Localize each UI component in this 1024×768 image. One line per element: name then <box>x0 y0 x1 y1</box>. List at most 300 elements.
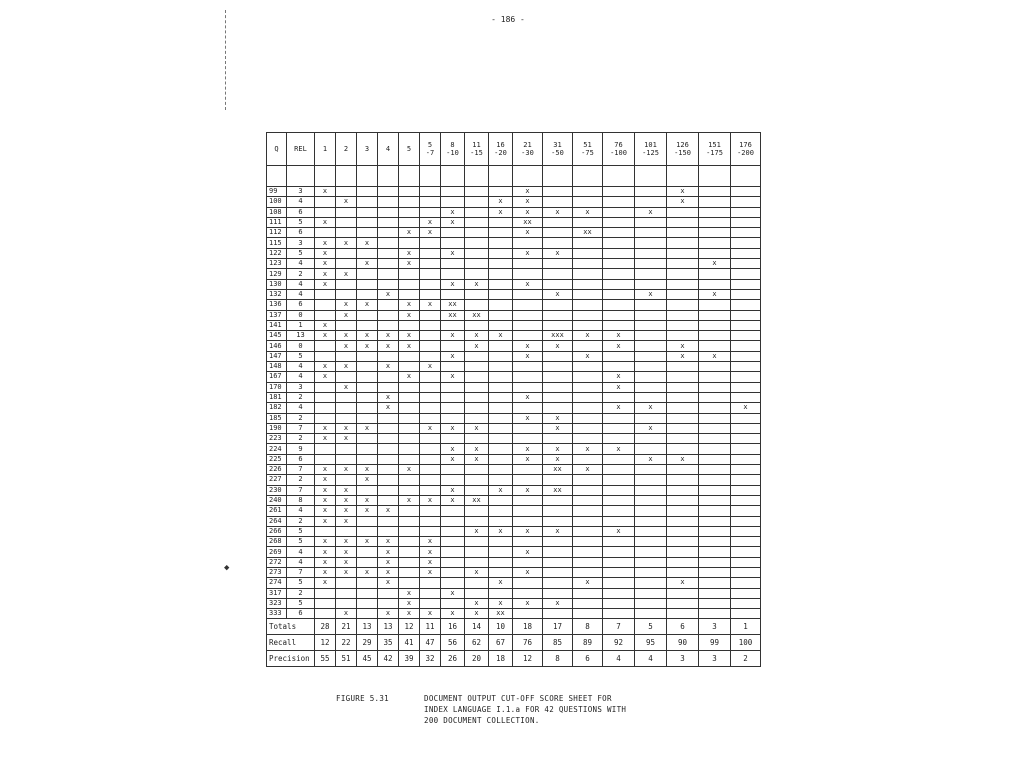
score-cell <box>699 557 731 567</box>
score-cell <box>336 403 357 413</box>
score-cell: x <box>441 588 465 598</box>
score-cell: x <box>357 567 378 577</box>
score-cell <box>441 238 465 248</box>
table-row <box>267 351 761 361</box>
score-cell <box>378 207 399 217</box>
score-cell <box>667 506 699 516</box>
spacer-cell <box>635 166 667 187</box>
score-cell <box>573 516 603 526</box>
score-cell <box>667 609 699 619</box>
score-cell <box>315 454 336 464</box>
score-cell <box>731 259 761 269</box>
score-cell <box>573 547 603 557</box>
table-row <box>267 217 761 227</box>
sheet-body <box>267 166 761 667</box>
score-cell <box>399 454 420 464</box>
score-cell <box>513 465 543 475</box>
score-cell <box>420 279 441 289</box>
score-cell <box>635 516 667 526</box>
score-cell <box>420 444 441 454</box>
score-cell <box>513 506 543 516</box>
score-cell: x <box>667 454 699 464</box>
score-cell <box>543 557 573 567</box>
score-cell <box>543 351 573 361</box>
score-cell <box>489 279 513 289</box>
summary-label: Totals <box>267 619 315 635</box>
score-cell: x <box>513 413 543 423</box>
score-cell <box>635 598 667 608</box>
score-cell <box>603 475 635 485</box>
score-cell: x <box>378 341 399 351</box>
table-row <box>267 557 761 567</box>
score-cell: x <box>603 382 635 392</box>
table-row <box>267 454 761 464</box>
score-cell <box>399 197 420 207</box>
score-cell: x <box>420 537 441 547</box>
score-cell <box>731 217 761 227</box>
score-cell <box>465 228 489 238</box>
score-cell: x <box>489 578 513 588</box>
score-cell <box>336 598 357 608</box>
score-cell <box>357 609 378 619</box>
relevant-count-cell: 4 <box>287 557 315 567</box>
score-cell: x <box>357 465 378 475</box>
score-cell <box>378 475 399 485</box>
score-cell <box>667 238 699 248</box>
score-cell <box>441 197 465 207</box>
score-cell <box>465 351 489 361</box>
score-cell <box>336 228 357 238</box>
question-cell: 132 <box>267 289 287 299</box>
relevant-count-cell: 8 <box>287 495 315 505</box>
score-cell <box>357 197 378 207</box>
score-cell <box>513 320 543 330</box>
score-cell <box>378 197 399 207</box>
table-row <box>267 331 761 341</box>
score-cell <box>573 588 603 598</box>
score-cell <box>441 403 465 413</box>
score-cell <box>420 392 441 402</box>
score-cell <box>699 372 731 382</box>
score-cell: x <box>336 557 357 567</box>
table-row <box>267 578 761 588</box>
score-cell <box>357 485 378 495</box>
score-cell <box>336 248 357 258</box>
score-cell <box>489 187 513 197</box>
score-cell: x <box>315 485 336 495</box>
score-cell <box>731 567 761 577</box>
score-cell <box>513 238 543 248</box>
score-cell <box>420 598 441 608</box>
spacer-cell <box>441 166 465 187</box>
score-cell <box>573 567 603 577</box>
score-cell <box>441 413 465 423</box>
score-cell <box>667 485 699 495</box>
score-cell <box>513 269 543 279</box>
column-header: 76 -100 <box>603 133 635 166</box>
score-cell <box>315 403 336 413</box>
score-cell <box>731 495 761 505</box>
score-cell: x <box>513 341 543 351</box>
score-cell: x <box>635 207 667 217</box>
score-cell: x <box>315 238 336 248</box>
relevant-count-cell: 4 <box>287 506 315 516</box>
score-cell <box>399 434 420 444</box>
score-cell: x <box>513 485 543 495</box>
score-cell: x <box>336 516 357 526</box>
score-cell <box>465 516 489 526</box>
score-cell: x <box>315 537 336 547</box>
summary-value: 6 <box>667 619 699 635</box>
summary-value: 8 <box>543 651 573 667</box>
question-cell: 264 <box>267 516 287 526</box>
score-cell: x <box>336 537 357 547</box>
table-row <box>267 413 761 423</box>
score-cell <box>513 557 543 567</box>
summary-value: 1 <box>731 619 761 635</box>
score-cell <box>399 207 420 217</box>
score-cell <box>731 434 761 444</box>
score-cell <box>465 217 489 227</box>
score-cell <box>513 609 543 619</box>
score-cell <box>378 598 399 608</box>
spacer-cell <box>667 166 699 187</box>
score-cell <box>357 454 378 464</box>
score-cell <box>667 331 699 341</box>
score-cell <box>731 526 761 536</box>
score-cell: x <box>543 248 573 258</box>
relevant-count-cell: 2 <box>287 475 315 485</box>
score-cell: x <box>420 495 441 505</box>
score-cell: x <box>441 217 465 227</box>
score-cell <box>731 465 761 475</box>
score-cell <box>399 289 420 299</box>
table-row <box>267 609 761 619</box>
score-cell <box>378 238 399 248</box>
score-cell <box>420 434 441 444</box>
score-cell <box>336 320 357 330</box>
question-cell: 273 <box>267 567 287 577</box>
score-cell <box>513 537 543 547</box>
score-cell <box>667 217 699 227</box>
score-cell <box>603 320 635 330</box>
score-cell: x <box>603 372 635 382</box>
score-cell <box>420 259 441 269</box>
score-cell <box>489 372 513 382</box>
score-cell <box>336 279 357 289</box>
score-cell <box>378 248 399 258</box>
score-cell <box>357 217 378 227</box>
score-cell: x <box>420 228 441 238</box>
score-cell <box>513 403 543 413</box>
score-cell <box>667 382 699 392</box>
question-cell: 170 <box>267 382 287 392</box>
score-cell <box>378 228 399 238</box>
score-cell <box>699 228 731 238</box>
score-cell <box>573 495 603 505</box>
score-cell: x <box>441 485 465 495</box>
header-row <box>267 133 761 166</box>
score-cell <box>489 248 513 258</box>
summary-value: 3 <box>667 651 699 667</box>
score-cell: x <box>399 598 420 608</box>
score-cell <box>465 403 489 413</box>
score-cell <box>543 516 573 526</box>
score-cell <box>399 279 420 289</box>
relevant-count-cell: 5 <box>287 537 315 547</box>
score-cell <box>573 526 603 536</box>
score-cell <box>543 578 573 588</box>
score-cell <box>699 465 731 475</box>
question-cell: 269 <box>267 547 287 557</box>
score-cell: x <box>667 187 699 197</box>
table-row <box>267 465 761 475</box>
score-cell <box>573 475 603 485</box>
score-cell <box>667 423 699 433</box>
score-cell <box>441 578 465 588</box>
score-cell <box>635 434 667 444</box>
score-cell <box>489 567 513 577</box>
score-cell: x <box>635 289 667 299</box>
score-cell <box>357 578 378 588</box>
score-cell <box>420 207 441 217</box>
score-cell <box>635 578 667 588</box>
score-cell <box>336 588 357 598</box>
score-cell <box>635 259 667 269</box>
score-cell <box>441 434 465 444</box>
score-cell <box>731 331 761 341</box>
summary-value: 4 <box>603 651 635 667</box>
score-cell: x <box>336 331 357 341</box>
score-cell <box>667 372 699 382</box>
score-cell <box>399 526 420 536</box>
summary-value: 47 <box>420 635 441 651</box>
summary-value: 16 <box>441 619 465 635</box>
score-cell: x <box>315 547 336 557</box>
score-cell: x <box>635 423 667 433</box>
score-cell: x <box>667 351 699 361</box>
score-cell <box>731 248 761 258</box>
score-cell <box>603 362 635 372</box>
score-cell <box>441 547 465 557</box>
relevant-count-cell: 13 <box>287 331 315 341</box>
score-cell: x <box>378 609 399 619</box>
score-cell <box>543 382 573 392</box>
score-cell <box>543 475 573 485</box>
score-cell <box>543 300 573 310</box>
score-cell <box>635 228 667 238</box>
score-cell: x <box>336 547 357 557</box>
question-cell: 108 <box>267 207 287 217</box>
score-cell <box>441 598 465 608</box>
score-cell: x <box>399 341 420 351</box>
question-cell: 100 <box>267 197 287 207</box>
score-cell <box>441 187 465 197</box>
relevant-count-cell: 2 <box>287 269 315 279</box>
score-cell <box>667 259 699 269</box>
score-cell <box>420 289 441 299</box>
question-cell: 317 <box>267 588 287 598</box>
score-cell <box>731 392 761 402</box>
score-cell: x <box>378 537 399 547</box>
score-cell <box>357 516 378 526</box>
score-cell: x <box>378 331 399 341</box>
score-cell <box>513 372 543 382</box>
score-cell <box>378 279 399 289</box>
score-cell: x <box>699 351 731 361</box>
score-cell <box>420 465 441 475</box>
score-cell <box>489 269 513 279</box>
score-cell <box>699 187 731 197</box>
question-cell: 123 <box>267 259 287 269</box>
score-cell <box>699 238 731 248</box>
score-cell <box>357 228 378 238</box>
score-cell <box>378 444 399 454</box>
score-cell <box>489 475 513 485</box>
score-cell <box>336 351 357 361</box>
spacer-cell <box>513 166 543 187</box>
score-cell <box>399 506 420 516</box>
question-cell: 224 <box>267 444 287 454</box>
score-cell <box>667 465 699 475</box>
score-cell: xx <box>543 465 573 475</box>
score-cell <box>378 217 399 227</box>
score-cell <box>465 362 489 372</box>
score-cell <box>357 588 378 598</box>
score-cell <box>635 217 667 227</box>
score-cell <box>635 537 667 547</box>
question-cell: 136 <box>267 300 287 310</box>
relevant-count-cell: 5 <box>287 248 315 258</box>
score-cell: x <box>543 289 573 299</box>
table-row <box>267 475 761 485</box>
figure-label: FIGURE 5.31 <box>336 694 389 703</box>
score-cell <box>489 403 513 413</box>
relevant-count-cell: 4 <box>287 259 315 269</box>
score-cell <box>465 238 489 248</box>
score-cell <box>465 434 489 444</box>
score-cell <box>635 197 667 207</box>
score-cell: x <box>573 207 603 217</box>
relevant-count-cell: 2 <box>287 588 315 598</box>
score-cell <box>699 341 731 351</box>
score-cell <box>465 187 489 197</box>
summary-value: 14 <box>465 619 489 635</box>
score-cell <box>699 598 731 608</box>
score-cell <box>635 248 667 258</box>
score-cell <box>573 506 603 516</box>
score-cell <box>513 588 543 598</box>
score-cell <box>357 413 378 423</box>
score-cell <box>420 485 441 495</box>
summary-value: 99 <box>699 635 731 651</box>
score-cell <box>399 362 420 372</box>
score-cell <box>667 228 699 238</box>
summary-value: 13 <box>378 619 399 635</box>
score-cell: x <box>465 331 489 341</box>
score-cell <box>315 207 336 217</box>
score-cell <box>667 444 699 454</box>
score-cell: x <box>399 609 420 619</box>
relevant-count-cell: 3 <box>287 187 315 197</box>
score-cell: x <box>489 485 513 495</box>
summary-value: 67 <box>489 635 513 651</box>
question-cell: 274 <box>267 578 287 588</box>
score-cell: xx <box>441 310 465 320</box>
score-cell: x <box>399 495 420 505</box>
score-cell <box>465 320 489 330</box>
score-cell: x <box>336 609 357 619</box>
score-cell: x <box>513 248 543 258</box>
score-cell <box>465 289 489 299</box>
score-cell <box>699 516 731 526</box>
relevant-count-cell: 4 <box>287 197 315 207</box>
question-cell: 227 <box>267 475 287 485</box>
cut-off-score-sheet <box>266 132 761 667</box>
score-cell <box>489 310 513 320</box>
score-cell <box>465 300 489 310</box>
score-cell <box>573 279 603 289</box>
score-cell <box>603 310 635 320</box>
score-cell <box>378 516 399 526</box>
score-cell <box>603 495 635 505</box>
score-cell <box>378 423 399 433</box>
score-cell: x <box>315 495 336 505</box>
relevant-count-cell: 3 <box>287 238 315 248</box>
score-cell <box>357 403 378 413</box>
question-cell: 272 <box>267 557 287 567</box>
question-cell: 226 <box>267 465 287 475</box>
score-cell <box>315 310 336 320</box>
summary-value: 56 <box>441 635 465 651</box>
score-cell: x <box>315 516 336 526</box>
score-cell <box>465 269 489 279</box>
score-cell <box>573 238 603 248</box>
score-cell: x <box>378 289 399 299</box>
score-cell <box>441 320 465 330</box>
score-cell <box>441 475 465 485</box>
score-cell <box>399 537 420 547</box>
score-cell <box>378 351 399 361</box>
score-cell <box>699 217 731 227</box>
column-header: 101 -125 <box>635 133 667 166</box>
score-cell <box>731 516 761 526</box>
score-cell: x <box>573 331 603 341</box>
score-cell <box>543 310 573 320</box>
score-cell: x <box>357 475 378 485</box>
summary-row-totals <box>267 619 761 635</box>
summary-value: 55 <box>315 651 336 667</box>
score-cell <box>731 382 761 392</box>
score-cell <box>357 248 378 258</box>
score-cell <box>513 259 543 269</box>
score-cell <box>699 526 731 536</box>
score-cell <box>573 197 603 207</box>
score-cell <box>399 516 420 526</box>
score-cell: xx <box>543 485 573 495</box>
score-cell: x <box>315 217 336 227</box>
score-cell <box>699 197 731 207</box>
score-cell <box>731 320 761 330</box>
relevant-count-cell: 6 <box>287 207 315 217</box>
column-header: REL <box>287 133 315 166</box>
score-cell <box>399 567 420 577</box>
relevant-count-cell: 5 <box>287 351 315 361</box>
score-cell: x <box>543 526 573 536</box>
score-cell <box>635 485 667 495</box>
score-cell <box>399 269 420 279</box>
score-cell <box>465 248 489 258</box>
